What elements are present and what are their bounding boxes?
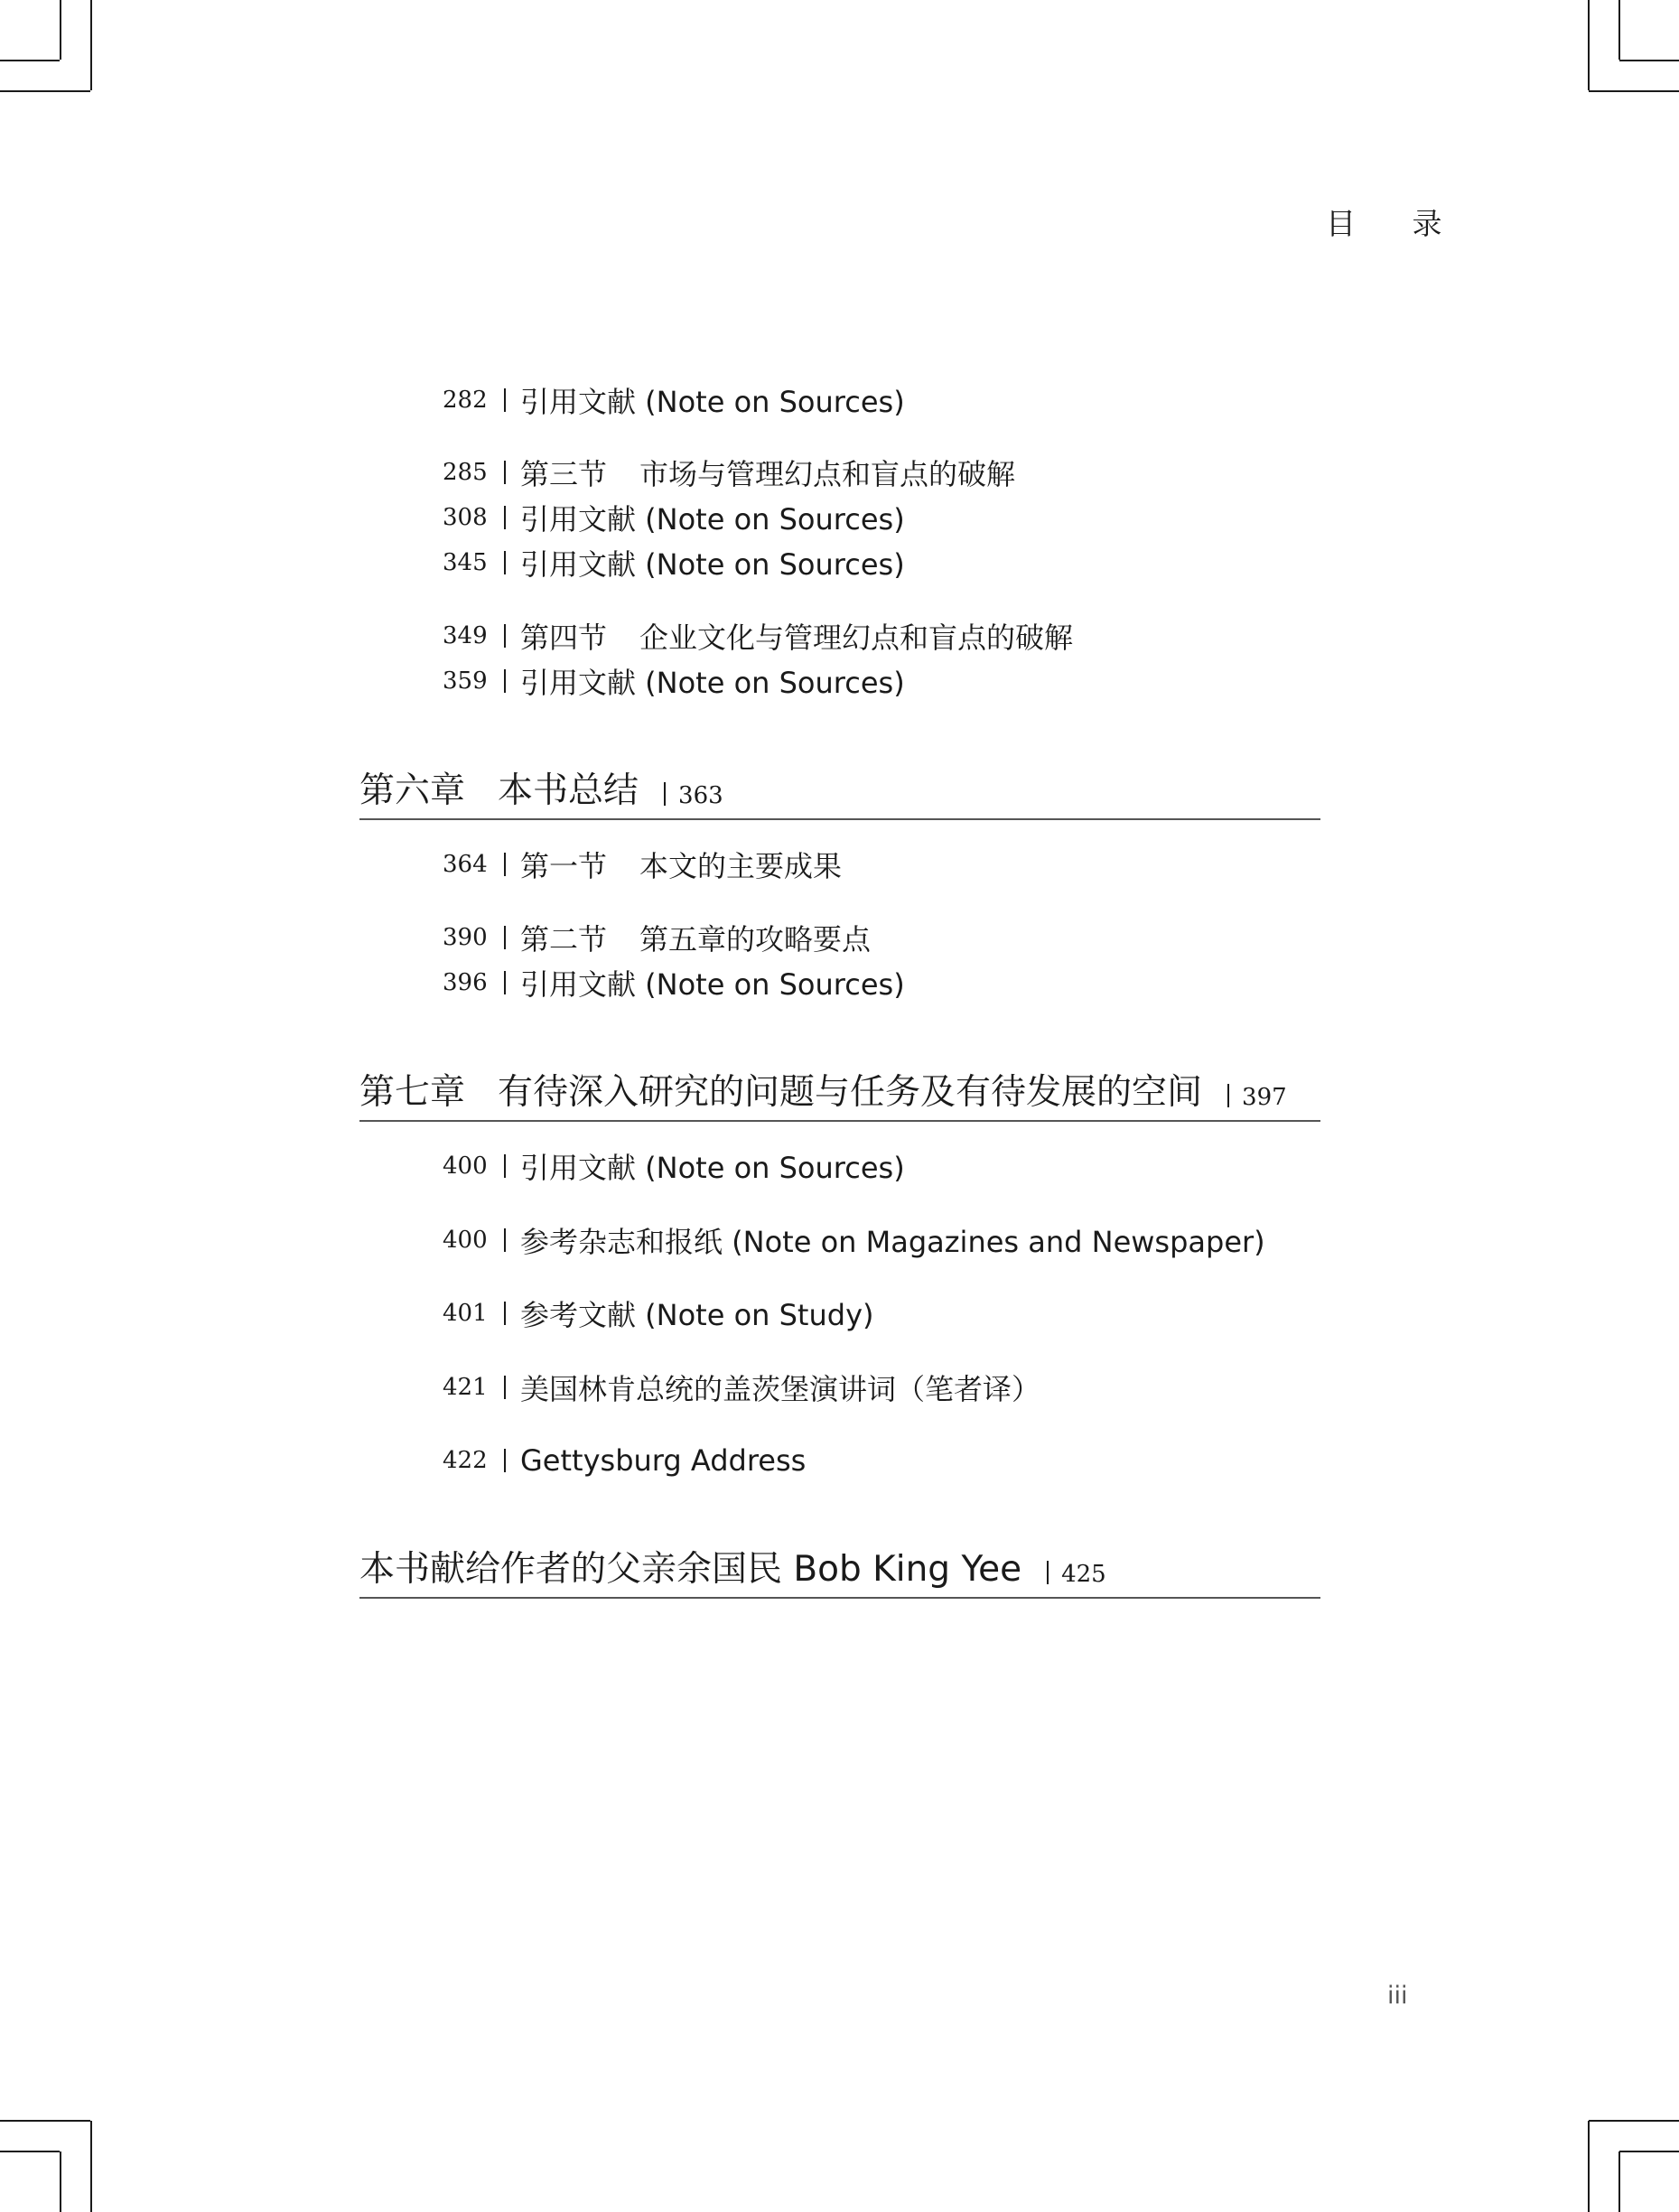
separator-bar — [1047, 1561, 1049, 1584]
crop-mark-bottom-right-outer — [1618, 2151, 1620, 2212]
crop-mark-top-right-outer-h — [1619, 60, 1679, 61]
toc-page-number: 308 — [443, 504, 488, 531]
chapter-heading[interactable] — [359, 1066, 1320, 1122]
dedication-heading[interactable] — [359, 1543, 1320, 1599]
separator-bar — [504, 624, 506, 648]
section-title: 企业文化与管理幻点和盲点的破解 — [639, 621, 1074, 655]
toc-page-number: 401 — [443, 1300, 488, 1327]
toc-entry-title — [520, 844, 842, 885]
toc-entry[interactable] — [443, 960, 905, 1005]
toc-page-number: 422 — [443, 1447, 488, 1474]
page-folio: iii — [1387, 1982, 1408, 2010]
separator-bar — [504, 853, 506, 876]
toc-entry[interactable] — [443, 378, 905, 423]
section-number: 第一节 — [520, 849, 608, 883]
crop-mark-top-right-horizontal — [1589, 90, 1679, 92]
toc-entry[interactable] — [443, 613, 1073, 658]
separator-bar — [504, 506, 506, 529]
toc-entry[interactable] — [443, 1218, 1265, 1263]
toc-page-number: 364 — [443, 851, 488, 878]
crop-mark-bottom-right-horizontal — [1589, 2120, 1679, 2122]
section-number: 第三节 — [520, 457, 608, 491]
crop-mark-bottom-left-outer — [60, 2151, 61, 2212]
toc-entry-title: 引用文献 (Note on Sources) — [520, 547, 905, 582]
toc-entry[interactable] — [443, 915, 871, 960]
section-title: 市场与管理幻点和盲点的破解 — [639, 457, 1016, 491]
separator-bar — [664, 782, 666, 806]
toc-page-number: 282 — [443, 387, 488, 414]
toc-entry-title: 参考文献 (Note on Study) — [520, 1298, 874, 1332]
chapter-title — [359, 766, 639, 818]
separator-bar — [504, 1228, 506, 1252]
crop-mark-bottom-left-vertical — [90, 2121, 92, 2212]
toc-entry[interactable] — [443, 540, 905, 585]
toc-entry-title — [520, 615, 1073, 657]
toc-entry-title: 引用文献 (Note on Sources) — [520, 385, 905, 419]
crop-mark-bottom-right-outer-h — [1619, 2151, 1679, 2152]
chapter-name: 本书总结 — [498, 770, 639, 811]
toc-entry[interactable] — [443, 450, 1015, 495]
toc-page-number: 400 — [443, 1227, 488, 1254]
separator-bar — [504, 1154, 506, 1178]
crop-mark-bottom-left-outer-h — [0, 2151, 60, 2152]
separator-bar — [504, 926, 506, 949]
separator-bar — [504, 971, 506, 994]
section-title: 第五章的攻略要点 — [639, 922, 872, 957]
toc-entry[interactable] — [443, 842, 842, 887]
crop-mark-bottom-left-horizontal — [0, 2120, 90, 2122]
toc-entry[interactable] — [443, 658, 905, 704]
toc-entry-title: 参考杂志和报纸 (Note on Magazines and Newspaper) — [520, 1225, 1265, 1259]
toc-entry[interactable] — [443, 495, 905, 540]
chapter-page-number: 363 — [678, 782, 723, 809]
toc-entry[interactable] — [443, 1143, 905, 1189]
crop-mark-top-left-outer-h — [0, 60, 60, 61]
chapter-number: 第六章 — [359, 770, 466, 811]
dedication-title: 本书献给作者的父亲余国民 Bob King Yee — [359, 1549, 1022, 1590]
crop-mark-top-right-vertical — [1588, 0, 1590, 90]
separator-bar — [1227, 1084, 1229, 1107]
chapter-title — [359, 1068, 1202, 1120]
chapter-name: 有待深入研究的问题与任务及有待发展的空间 — [498, 1072, 1203, 1113]
section-number: 第二节 — [520, 922, 608, 957]
toc-entry[interactable] — [443, 1291, 874, 1336]
crop-mark-top-left-outer — [60, 0, 61, 60]
separator-bar — [504, 669, 506, 693]
toc-entry[interactable] — [443, 1438, 806, 1483]
toc-page-number: 345 — [443, 549, 488, 576]
toc-entry-title: 引用文献 (Note on Sources) — [520, 666, 905, 700]
separator-bar — [504, 1449, 506, 1472]
toc-entry-title: 美国林肯总统的盖茨堡演讲词（笔者译） — [520, 1372, 1041, 1406]
toc-entry-title: 引用文献 (Note on Sources) — [520, 967, 905, 1002]
toc-page-number: 390 — [443, 924, 488, 951]
separator-bar — [504, 551, 506, 574]
crop-mark-top-left-vertical — [90, 0, 92, 90]
crop-mark-top-left-horizontal — [0, 90, 90, 92]
toc-entry-title: 引用文献 (Note on Sources) — [520, 1151, 905, 1185]
crop-mark-bottom-right-vertical — [1588, 2121, 1590, 2212]
chapter-number: 第七章 — [359, 1072, 466, 1113]
chapter-page-number: 397 — [1242, 1084, 1287, 1111]
toc-entry-title — [520, 452, 1015, 493]
separator-bar — [504, 461, 506, 484]
toc-page-number: 349 — [443, 622, 488, 649]
toc-entry-title: 引用文献 (Note on Sources) — [520, 502, 905, 537]
toc-entry[interactable] — [443, 1365, 1040, 1410]
toc-page-number: 421 — [443, 1374, 488, 1401]
toc-page-number: 396 — [443, 969, 488, 996]
section-number: 第四节 — [520, 621, 608, 655]
crop-mark-top-right-outer — [1618, 0, 1620, 60]
running-header: 目 录 — [1326, 206, 1466, 241]
chapter-page-number: 425 — [1061, 1561, 1106, 1588]
toc-page-number: 400 — [443, 1153, 488, 1180]
chapter-heading[interactable] — [359, 764, 1320, 820]
toc-entry-title — [520, 917, 871, 958]
separator-bar — [504, 388, 506, 412]
toc-page-number: 285 — [443, 459, 488, 486]
toc-entry-title: Gettysburg Address — [520, 1443, 807, 1478]
toc-page-number: 359 — [443, 667, 488, 695]
separator-bar — [504, 1302, 506, 1325]
separator-bar — [504, 1376, 506, 1399]
section-title: 本文的主要成果 — [639, 849, 843, 883]
